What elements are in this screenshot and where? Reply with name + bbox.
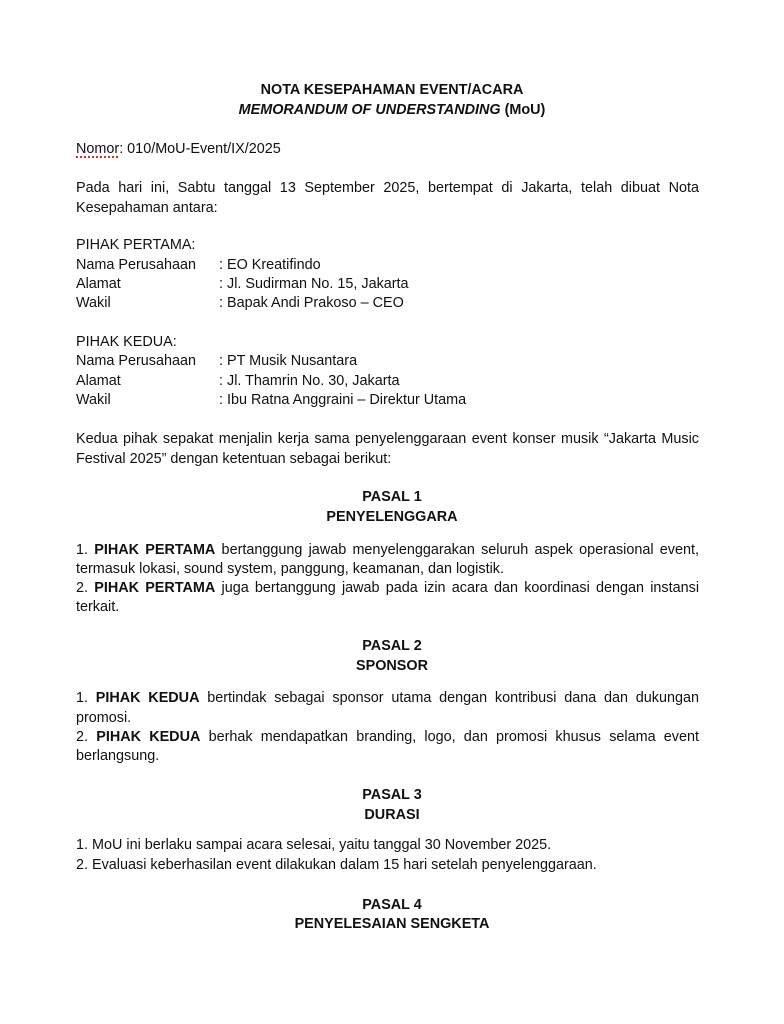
pasal-2-item-1-line-2: promosi. <box>76 710 132 726</box>
agreement-line-2: Festival 2025” dengan ketentuan sebagai berikut: <box>76 451 392 467</box>
pasal-3-item-1: 1. MoU ini berlaku sampai acara selesai, yaitu tanggal 30 November 2025. <box>76 837 552 853</box>
pihak-kedua-bold: PIHAK KEDUA <box>95 690 200 706</box>
item-prefix: 1. <box>76 542 95 558</box>
pihak-pertama-label-wakil: Wakil <box>76 295 111 311</box>
pasal-1-item-1-line-1 <box>76 540 699 560</box>
intro-line-1: Pada hari ini, Sabtu tanggal 13 September 2025, bertempat di Jakarta, telah dibuat Nota <box>76 180 699 196</box>
pihak-kedua-value-nama: : PT Musik Nusantara <box>219 353 358 369</box>
intro-line-2: Kesepahaman antara: <box>76 200 218 216</box>
subtitle-suffix: (MoU) <box>500 102 546 118</box>
pasal-3-number: PASAL 3 <box>362 787 422 803</box>
pasal-1-item-1-line-2: termasuk lokasi, sound system, panggung, keamanan, dan logistik. <box>76 561 504 577</box>
pasal-1-item-2-line-1 <box>76 578 699 598</box>
pihak-pertama-value-alamat: : Jl. Sudirman No. 15, Jakarta <box>219 276 409 292</box>
pasal-2-item-2-line-1 <box>76 727 699 747</box>
document-subtitle <box>0 100 784 120</box>
item-prefix: 2. <box>76 729 97 745</box>
pihak-pertama-label-nama: Nama Perusahaan <box>76 257 196 273</box>
pasal-1-title: PENYELENGGARA <box>326 509 458 525</box>
pihak-pertama-bold: PIHAK PERTAMA <box>94 542 216 558</box>
item-text: bertanggung jawab menyelenggarakan seluruh aspek operasional event, <box>215 542 699 558</box>
pihak-kedua-label-nama: Nama Perusahaan <box>76 353 196 369</box>
pihak-kedua-heading: PIHAK KEDUA: <box>76 334 177 350</box>
item-text: bertindak sebagai sponsor utama dengan kontribusi dana dan dukungan <box>199 690 699 706</box>
pasal-4-title: PENYELESAIAN SENGKETA <box>294 916 490 932</box>
pasal-4-number: PASAL 4 <box>362 897 422 913</box>
pihak-kedua-value-alamat: : Jl. Thamrin No. 30, Jakarta <box>219 373 400 389</box>
nomor-label: Nomor <box>76 141 120 157</box>
pihak-kedua-bold: PIHAK KEDUA <box>96 729 201 745</box>
pasal-2-item-2-line-2: berlangsung. <box>76 748 160 764</box>
document-title: NOTA KESEPAHAMAN EVENT/ACARA <box>260 82 524 98</box>
item-prefix: 2. <box>76 580 95 596</box>
nomor-value: : 010/MoU-Event/IX/2025 <box>119 141 281 157</box>
pihak-kedua-label-alamat: Alamat <box>76 373 121 389</box>
item-text: juga bertanggung jawab pada izin acara dan koordinasi dengan instansi <box>215 580 700 596</box>
pihak-pertama-bold: PIHAK PERTAMA <box>94 580 216 596</box>
pihak-pertama-label-alamat: Alamat <box>76 276 121 292</box>
pasal-2-title: SPONSOR <box>356 658 428 674</box>
pihak-pertama-value-nama: : EO Kreatifindo <box>219 257 321 273</box>
pihak-pertama-value-wakil: : Bapak Andi Prakoso – CEO <box>219 295 404 311</box>
pasal-1-item-2-line-2: terkait. <box>76 599 120 615</box>
pihak-kedua-value-wakil: : Ibu Ratna Anggraini – Direktur Utama <box>219 392 467 408</box>
agreement-line-1: Kedua pihak sepakat menjalin kerja sama penyelenggaraan event konser musik “Jakarta Music <box>76 431 699 447</box>
item-text: berhak mendapatkan branding, logo, dan promosi khusus selama event <box>200 729 700 745</box>
subtitle-italic: MEMORANDUM OF UNDERSTANDING <box>238 102 501 118</box>
pasal-2-number: PASAL 2 <box>362 638 422 654</box>
pasal-1-number: PASAL 1 <box>362 489 422 505</box>
item-prefix: 1. <box>76 690 96 706</box>
pasal-3-item-2: 2. Evaluasi keberhasilan event dilakukan dalam 15 hari setelah penyelenggaraan. <box>76 857 597 873</box>
pasal-3-title: DURASI <box>364 807 420 823</box>
pihak-pertama-heading: PIHAK PERTAMA: <box>76 237 196 253</box>
pihak-kedua-label-wakil: Wakil <box>76 392 111 408</box>
nomor-line <box>76 139 281 159</box>
pasal-2-item-1-line-1 <box>76 688 699 708</box>
